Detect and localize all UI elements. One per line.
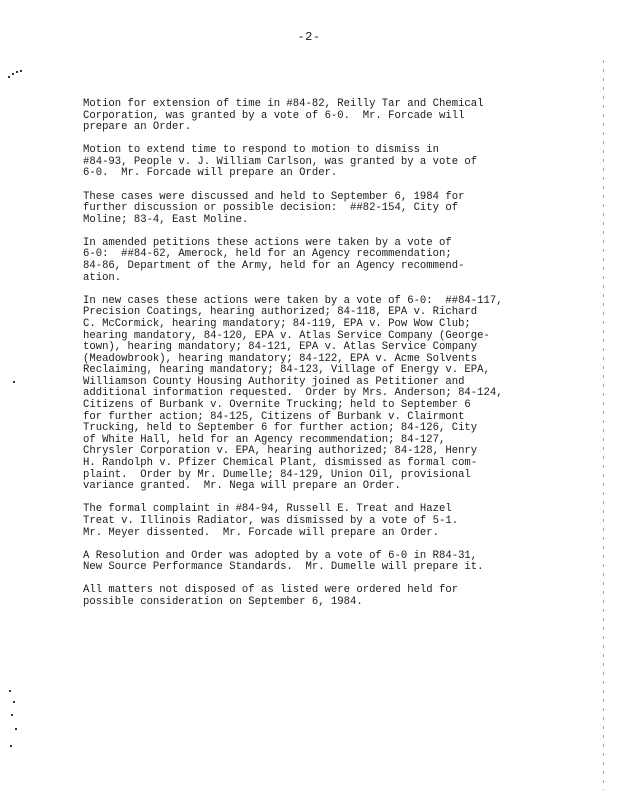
page-number: -2-: [297, 30, 321, 44]
paragraph-reilly-tar-motion: Motion for extension of time in #84-82, Reilly Tar and Chemical Corporation, was granted by a vote of 6-0. Mr. Forcade will prepare an Order.: [83, 98, 484, 134]
paragraph-amended-petitions: In amended petitions these actions were taken by a vote of 6-0: ##84-62, Amerock, held for an Agency recommendation; 84-86, Department of the Army, held for an Agency recommend- ation.: [83, 236, 465, 284]
paragraph-new-cases: In new cases these actions were taken by a vote of 6-0: ##84-117, Precision Coatings, hearing authorized; 84-118, EPA v. Richard C. McCormick, hearing mandatory; 84-119, EPA v. Pow Wow Club; hearing mandatory, 84-120, EPA v. Atlas Service Company (George- town), hearing mandatory; 84-121, EPA v. Atlas Service Company (Meadowbrook), hearing mandatory; 84-122, EPA v. Acme Solvents Reclaiming, hearing mandatory; 84-123, Village of Energy v. EPA, Williamson County Housing Authority joined as Petitioner and additional information requested. Order by Mrs. Anderson; 84-124, Citizens of Burbank v. Overnite Trucking; held to September 6 for further action; 84-125, Citizens of Burbank v. Clairmont Trucking, held to September 6 for further action; 84-126, City of White Hall, held for an Agency recommendation; 84-127, Chrysler Corporation v. EPA, hearing authorized; 84-128, Henry H. Randolph v. Pfizer Chemical Plant, dismissed as formal com- plaint. Order by Mr. Dumelle; 84-129, Union Oil, provisional variance granted. Mr. Nega will prepare an Order.: [83, 294, 503, 493]
scan-edge-line: [603, 60, 604, 790]
paragraph-carlson-motion: Motion to extend time to respond to motion to dismiss in #84-93, People v. J. William Carlson, was granted by a vote of 6-0. Mr. Forcade will prepare an Order.: [83, 144, 478, 180]
paragraph-held-matters: All matters not disposed of as listed were ordered held for possible consideration on September 6, 1984.: [83, 584, 459, 608]
paragraph-resolution: A Resolution and Order was adopted by a vote of 6-0 in R84-31, New Source Performance Standards. Mr. Dumelle will prepare it.: [83, 549, 484, 574]
paragraph-held-cases: These cases were discussed and held to September 6, 1984 for further discussion or possible decision: ##82-154, City of Moline; 83-4, East Moline.: [83, 190, 465, 226]
paragraph-formal-complaint: The formal complaint in #84-94, Russell E. Treat and Hazel Treat v. Illinois Radiator, was dismissed by a vote of 5-1. Mr. Meyer dissented. Mr. Forcade will prepare an Order.: [83, 503, 459, 539]
minutes-body: [83, 99, 563, 620]
